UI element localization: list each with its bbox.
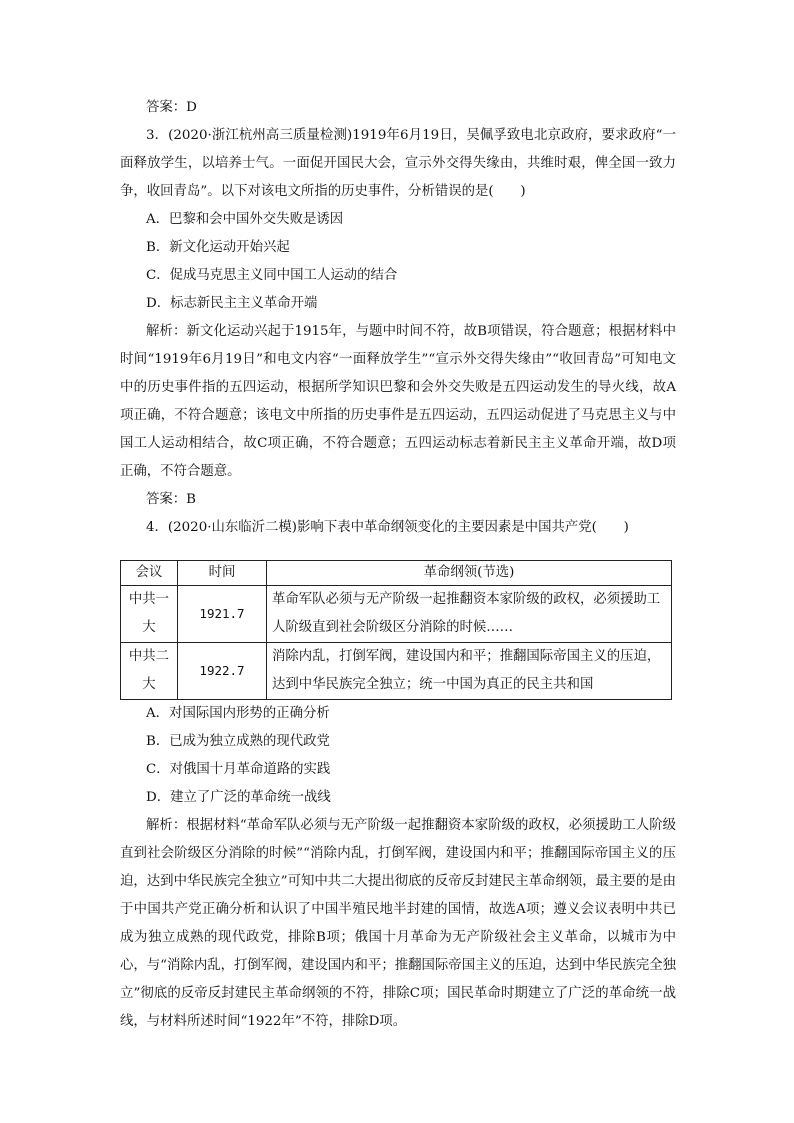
question-3-answer: 答案：B (146, 492, 197, 507)
question-3-analysis: 解析：新文化运动兴起于1915年，与题中时间不符，故B项错误，符合题意；根据材料中时间“1919年6月19日”和电文内容“一面释放学生”“宣示外交得失缘由”“收回青岛”可知电文中的历史事件指的五四运动，根据所学知识巴黎和会外交失败是五四运动发生的导火线，故A项正确，不符合题意；该电文中所指的历史事件是五四运动，五四运动促进了马克思主义与中国工人运动相结合，故C项正确，不符合题意；五四运动标志着新民主主义革命开端，故D项正确，不符合题意。 (120, 324, 676, 479)
table-cell-program: 革命军队必须与无产阶级一起推翻资本家阶级的政权，必须援助工人阶级直到社会阶级区分消除的时候…… (267, 586, 672, 643)
answer-previous: 答案：D (146, 100, 197, 115)
question-3-option-c: C．促成马克思主义同中国工人运动的结合 (146, 268, 398, 283)
table-cell-time: 1921.7 (178, 586, 267, 643)
question-3-stem: 3．(2020·浙江杭州高三质量检测)1919年6月19日，吴佩孚致电北京政府，要求政府“一面释放学生，以培养士气。一面促开国民大会，宣示外交得失缘由，共维时艰，俾全国一致力争，收回青岛”。以下对该电文所指的历史事件，分析错误的是( ) (120, 128, 676, 199)
document-page (120, 94, 676, 1036)
table-row (121, 586, 672, 643)
question-3-option-b: B．新文化运动开始兴起 (146, 240, 290, 255)
question-4-option-c: C．对俄国十月革命道路的实践 (146, 762, 331, 777)
table-cell-time: 1922.7 (178, 643, 267, 700)
question-4-analysis: 解析：根据材料“革命军队必须与无产阶级一起推翻资本家阶级的政权，必须援助工人阶级直到社会阶级区分消除的时候”“消除内乱，打倒军阀，建设国内和平；推翻国际帝国主义的压迫，达到中华民族完全独立”可知中共二大提出彻底的反帝反封建民主革命纲领，最主要的是由于中国共产党正确分析和认识了中国半殖民地半封建的国情，故选A项；遵义会议表明中共已成为独立成熟的现代政党，排除B项；俄国十月革命为无产阶级社会主义革命，以城市为中心，与“消除内乱，打倒军阀，建设国内和平；推翻国际帝国主义的压迫，达到中华民族完全独立”彻底的反帝反封建民主革命纲领的不符，排除C项；国民革命时期建立了广泛的革命统一战线，与材料所述时间“1922年”不符，排除D项。 (120, 818, 676, 1029)
table-header: 革命纲领(节选) (267, 561, 672, 586)
table-cell-meeting: 中共二大 (121, 643, 178, 700)
table-cell-program: 消除内乱，打倒军阀，建设国内和平；推翻国际帝国主义的压迫，达到中华民族完全独立；统一中国为真正的民主共和国 (267, 643, 672, 700)
program-table (120, 560, 672, 700)
table-cell-meeting: 中共一大 (121, 586, 178, 643)
question-4-option-b: B．已成为独立成熟的现代政党 (146, 734, 330, 749)
question-4-option-a: A．对国际国内形势的正确分析 (146, 706, 330, 721)
table-header: 时间 (178, 561, 267, 586)
table-row (121, 643, 672, 700)
question-4-option-d: D．建立了广泛的革命统一战线 (146, 790, 331, 805)
table-header: 会议 (121, 561, 178, 586)
question-3-option-d: D．标志新民主主义革命开端 (146, 296, 318, 311)
question-3-option-a: A．巴黎和会中国外交失败是诱因 (146, 212, 344, 227)
table-header-row (121, 561, 672, 586)
question-4-stem: 4．(2020·山东临沂二模)影响下表中革命纲领变化的主要因素是中国共产党( ) (146, 520, 629, 535)
